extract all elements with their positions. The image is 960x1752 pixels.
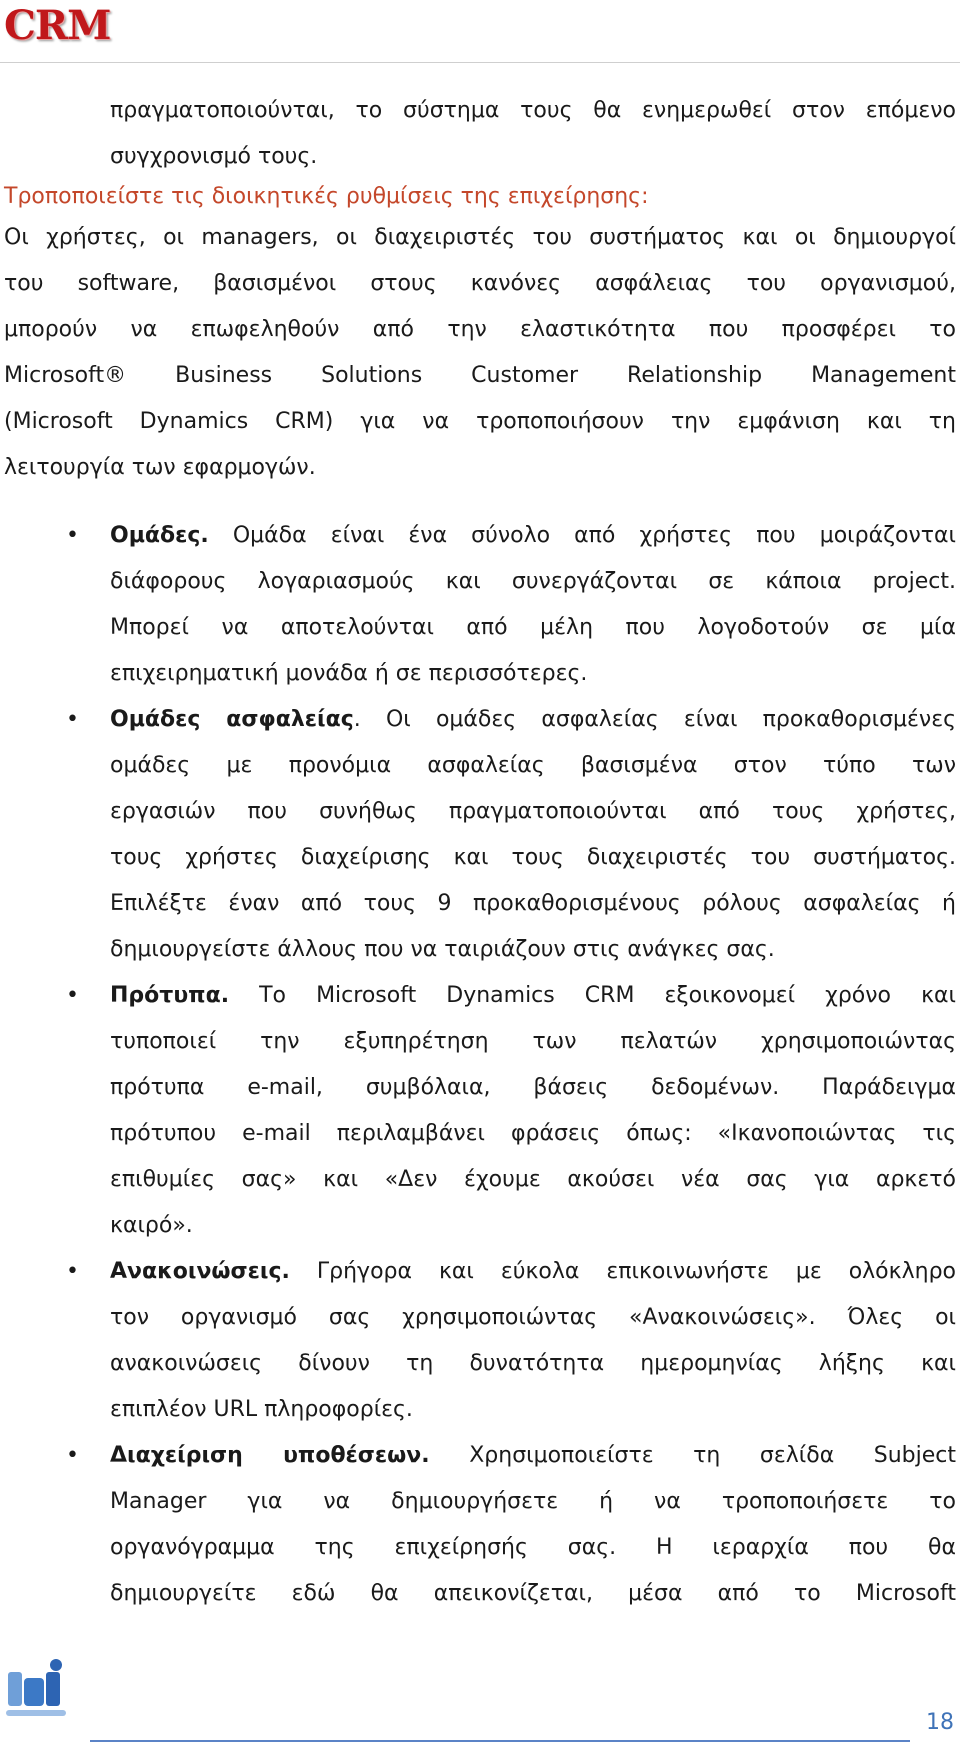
section-line-5: (Microsoft Dynamics CRM) για να τροποποιήσουν την εμφάνιση και τη [4, 409, 956, 434]
bullet-4-line: τον οργανισμό σας χρησιμοποιώντας «Ανακοινώσεις». Όλες οι [110, 1305, 956, 1330]
bullet-1-line: Μπορεί να αποτελούνται από μέλη που λογοδοτούν σε μία [110, 615, 956, 640]
section-line-6: λειτουργία των εφαρμογών. [4, 455, 316, 480]
bullet-5-line: Manager για να δημιουργήσετε ή να τροποποιήσετε το [110, 1489, 956, 1514]
bullet-2-line: ομάδες με προνόμια ασφαλείας βασισμένα στον τύπο των [110, 753, 956, 778]
bullet-1-text: Ομάδα είναι ένα σύνολο από χρήστες που μοιράζονται [208, 523, 956, 548]
bullet-5-first-line [110, 1433, 956, 1479]
bullet-4-first-line [110, 1249, 956, 1295]
bullet-5-line: δημιουργείτε εδώ θα απεικονίζεται, μέσα από το Microsoft [110, 1581, 956, 1606]
bullet-3-text: Το Microsoft Dynamics CRM εξοικονομεί χρόνο και [229, 983, 956, 1008]
bullet-1-first-line [110, 513, 956, 559]
bullet-2-line: δημιουργείστε άλλους που να ταιριάζουν στις ανάγκες σας. [110, 937, 775, 962]
bullet-5-title: Διαχείριση υποθέσεων. [110, 1443, 430, 1468]
bullet-3-line: επιθυμίες σας» και «Δεν έχουμε ακούσει νέα σας για αρκετό [110, 1167, 956, 1192]
bullet-dot: • [66, 523, 79, 548]
section-line-1: Οι χρήστες, οι managers, οι διαχειριστές του συστήματος και οι δημιουργοί [4, 225, 956, 250]
bullet-5-line: οργανόγραμμα της επιχείρησής σας. Η ιεραρχία που θα [110, 1535, 956, 1560]
page-number: 18 [926, 1710, 954, 1735]
section-line-3: μπορούν να επωφεληθούν από την ελαστικότητα που προσφέρει το [4, 317, 956, 342]
bullet-3-line: πρότυπα e-mail, συμβόλαια, βάσεις δεδομένων. Παράδειγμα [110, 1075, 956, 1100]
bullet-3-line: πρότυπου e-mail περιλαμβάνει φράσεις όπως: «Ικανοποιώντας τις [110, 1121, 956, 1146]
bullet-4-line: ανακοινώσεις δίνουν τη δυνατότητα ημερομηνίας λήξης και [110, 1351, 956, 1376]
bullet-2-line: τους χρήστες διαχείρισης και τους διαχειριστές του συστήματος. [110, 845, 956, 870]
section-line-2: του software, βασισμένοι στους κανόνες ασφάλειας του οργανισμού, [4, 271, 956, 296]
section-heading: Τροποποιείστε τις διοικητικές ρυθμίσεις της επιχείρησης: [4, 184, 649, 209]
bullet-2-line: Επιλέξτε έναν από τους 9 προκαθορισμένους ρόλους ασφαλείας ή [110, 891, 956, 916]
bullet-2-line: εργασιών που συνήθως πραγματοποιούνται από τους χρήστες, [110, 799, 956, 824]
bullet-2-text: . Οι ομάδες ασφαλείας είναι προκαθορισμένες [353, 707, 956, 732]
bullet-3-title: Πρότυπα. [110, 983, 230, 1008]
bullet-dot: • [66, 707, 79, 732]
footer-divider [90, 1740, 910, 1742]
intro-line-2: συγχρονισμό τους. [110, 144, 318, 169]
bullet-4-text: Γρήγορα και εύκολα επικοινωνήστε με ολόκληρο [289, 1259, 956, 1284]
crm-logo: CRM [4, 2, 111, 49]
section-line-4: Microsoft® Business Solutions Customer Relationship Management [4, 363, 956, 388]
bullet-4-title: Ανακοινώσεις. [110, 1259, 290, 1284]
bullet-2-title: Ομάδες ασφαλείας [110, 707, 354, 732]
bullet-2-first-line [110, 697, 956, 743]
bullet-5-text: Χρησιμοποιείστε τη σελίδα Subject [429, 1443, 956, 1468]
bullet-dot: • [66, 983, 79, 1008]
bullet-dot: • [66, 1259, 79, 1284]
bullet-3-first-line [110, 973, 956, 1019]
bullet-3-line: τυποποιεί την εξυπηρέτηση των πελατών χρησιμοποιώντας [110, 1029, 956, 1054]
bullet-1-title: Ομάδες. [110, 523, 209, 548]
bullet-1-line: διάφορους λογαριασμούς και συνεργάζονται σε κάποια project. [110, 569, 956, 594]
page-header [0, 0, 960, 62]
bullet-4-line: επιπλέον URL πληροφορίες. [110, 1397, 413, 1422]
isi-logo-icon [6, 1658, 68, 1720]
bullet-1-line: επιχειρηματική μονάδα ή σε περισσότερες. [110, 661, 588, 686]
header-divider [0, 62, 960, 63]
bullet-3-line: καιρό». [110, 1213, 193, 1238]
intro-line-1: πραγματοποιούνται, το σύστημα τους θα ενημερωθεί στον επόμενο [110, 98, 956, 123]
bullet-dot: • [66, 1443, 79, 1468]
